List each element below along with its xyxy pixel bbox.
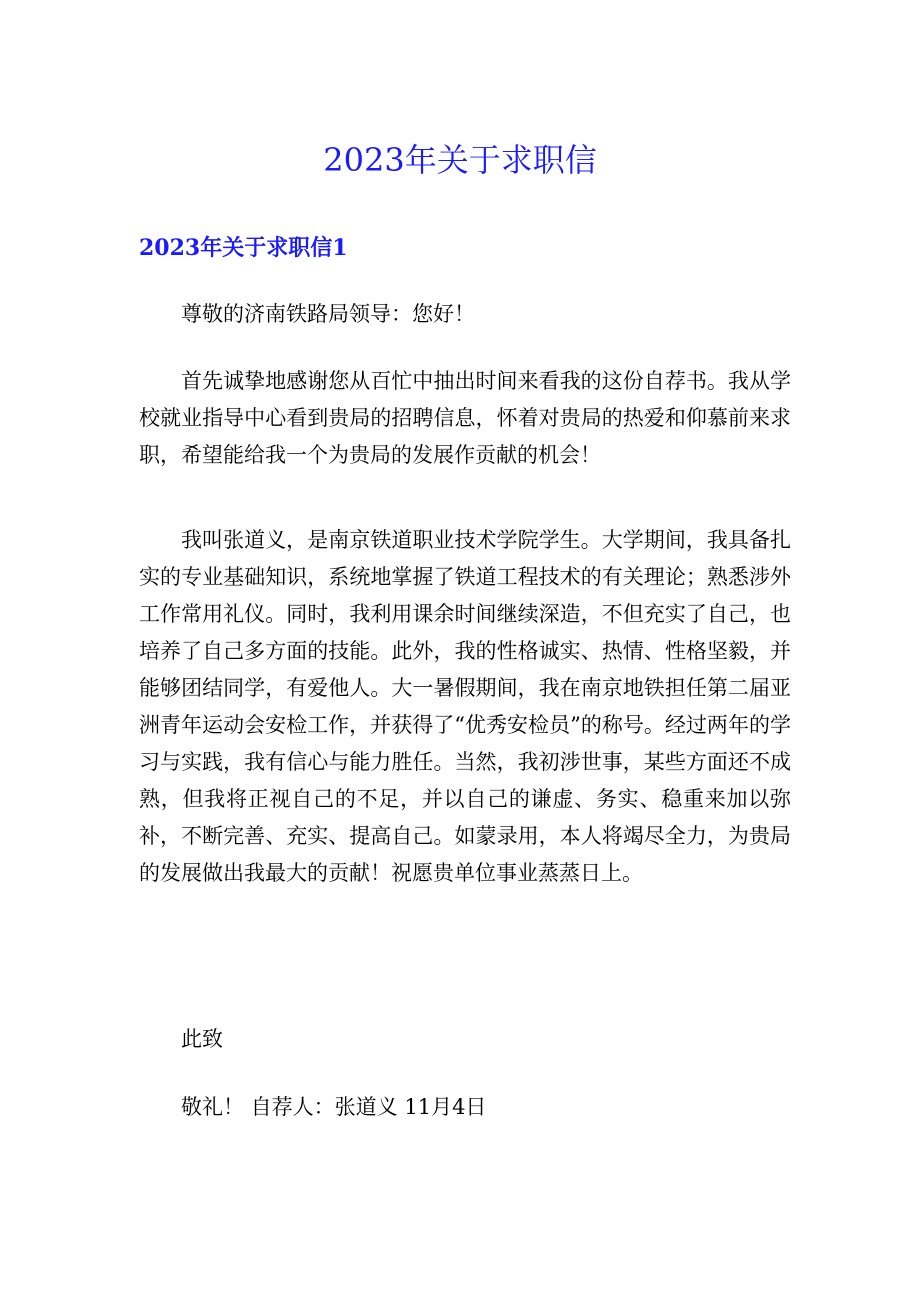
salutation: 尊敬的济南铁路局领导：您好！ [181, 302, 475, 326]
closing-line: 此致 [181, 1027, 223, 1051]
document-title: 2023年关于求职信 [323, 141, 597, 179]
body-paragraph: 我叫张道义，是南京铁道职业技术学院学生。大学期间，我具备扎实的专业基础知识，系统地掌握了铁道工程技术的有关理论；熟悉涉外工作常用礼仪。同时，我利用课余时间继续深造，不但充实了自己，也培养了自己多方面的技能。此外，我的性格诚实、热情、性格坚毅，并能够团结同学，有爱他人。大一暑假期间，我在南京地铁担任第二届亚洲青年运动会安检工作，并获得了“优秀安检员”的称号。经过两年的学习与实践，我有信心与能力胜任。当然，我初涉世事，某些方面还不成熟，但我将正视自己的不足，并以自己的谦虚、务实、稳重来加以弥补，不断完善、充实、提高自己。如蒙录用，本人将竭尽全力，为贵局的发展做出我最大的贡献！祝愿贵单位事业蒸蒸日上。 [139, 528, 791, 885]
body-paragraph: 首先诚挚地感谢您从百忙中抽出时间来看我的这份自荐书。我从学校就业指导中心看到贵局的招聘信息，怀着对贵局的热爱和仰慕前来求职，希望能给我一个为贵局的发展作贡献的机会！ [139, 369, 791, 467]
signature-line: 敬礼！ 自荐人：张道义 11月4日 [181, 1095, 487, 1119]
section-heading: 2023年关于求职信1 [139, 235, 348, 261]
